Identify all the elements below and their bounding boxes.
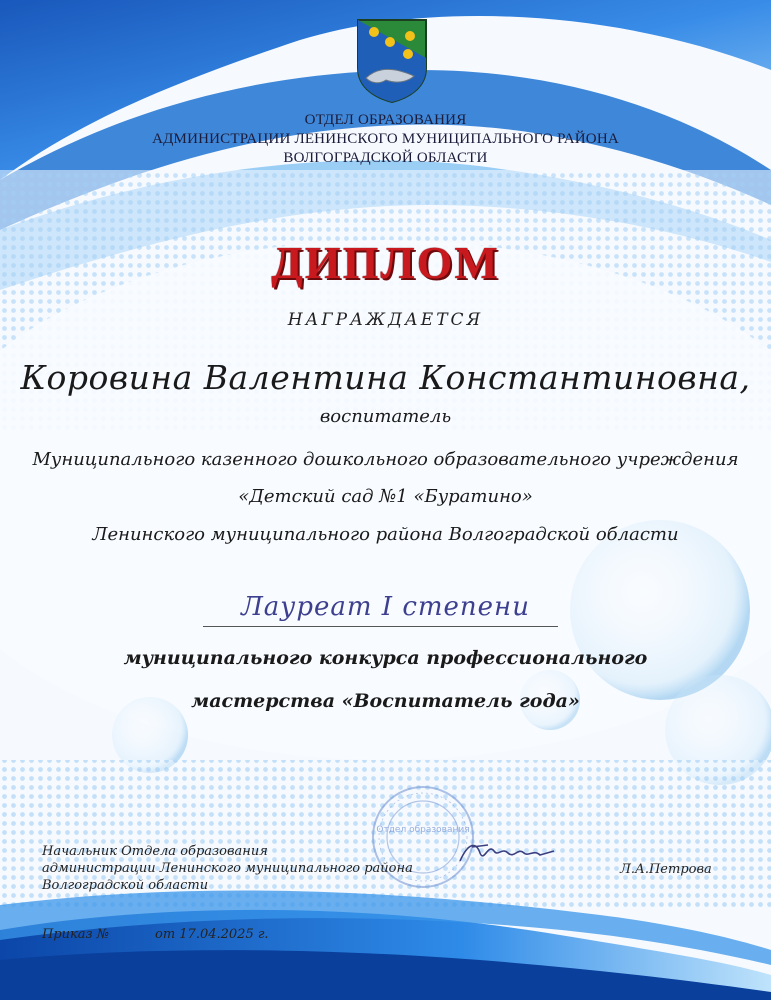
organization-header <box>0 111 771 168</box>
org-line-2: АДМИНИСТРАЦИИ ЛЕНИНСКОГО МУНИЦИПАЛЬНОГО РАЙОНА <box>152 131 619 147</box>
handwritten-signature <box>458 833 558 873</box>
signer-title-1: Начальник Отдела образования <box>42 844 268 859</box>
diploma-title: ДИПЛОМ <box>271 237 500 288</box>
signer-title-2: администрации Ленинского муниципального района <box>42 861 413 876</box>
institution-line-1: Муниципального казенного дошкольного образовательного учреждения <box>32 449 739 470</box>
handwritten-underline <box>203 626 558 627</box>
institution-line-2: «Детский сад №1 «Буратино» <box>238 486 533 507</box>
signer-title-3: Волгоградской области <box>42 878 209 893</box>
coat-of-arms-emblem <box>356 18 428 104</box>
contest-line-2: мастерства «Воспитатель года» <box>191 690 580 712</box>
recipient-name: Коровина Валентина Константиновна, <box>20 358 751 397</box>
signer-name: Л.А.Петрова <box>620 862 712 877</box>
institution-line-3: Ленинского муниципального района Волгоградской области <box>92 524 679 545</box>
order-date: от 17.04.2025 г. <box>155 927 269 942</box>
handwritten-award: Лауреат I степени <box>241 592 530 622</box>
org-line-1: ОТДЕЛ ОБРАЗОВАНИЯ <box>304 112 467 128</box>
signer-block <box>42 843 413 894</box>
order-label: Приказ № <box>42 927 110 942</box>
recipient-position: воспитатель <box>319 406 452 427</box>
org-line-3: ВОЛГОГРАДСКОЙ ОБЛАСТИ <box>283 150 488 166</box>
contest-line-1: муниципального конкурса профессионального <box>123 647 648 669</box>
stamp-label: Отдел образования <box>376 825 470 835</box>
awarded-label: НАГРАЖДАЕТСЯ <box>287 310 484 330</box>
